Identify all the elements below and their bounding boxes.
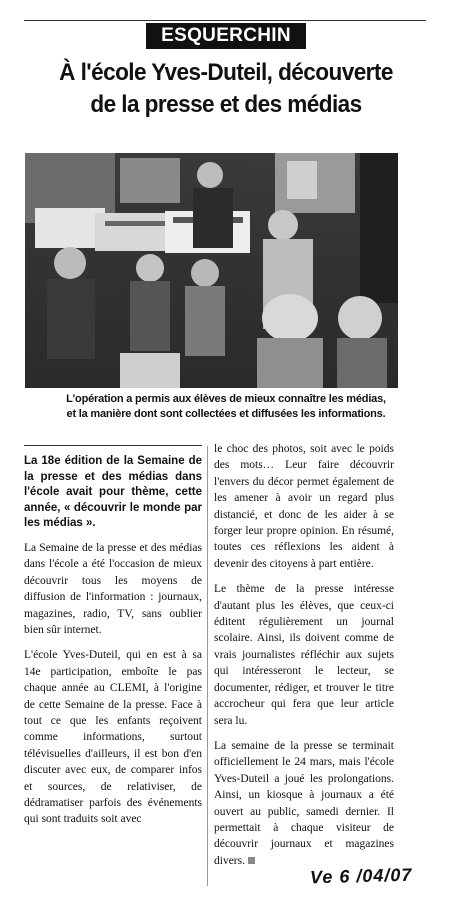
article-paragraph-2: L'école Yves-Duteil, qui en est à sa 14e participation, emboîte le pas chaque année au CLEMI, à l'origine de cette Semaine de la presse. Face à tout ce que les enfants reçoivent comme informations, surtout télévisuelles d'ailleurs, il est bon d'en discuter avec eux, de comparer infos et sources, de relativiser, de dédramatiser parfois des événements qui sont traduits soit avec [24, 649, 202, 826]
kicker-label: ESQUERCHIN [146, 23, 306, 49]
intro-rule [24, 445, 202, 446]
column-divider [207, 446, 208, 886]
article-column-left [24, 454, 202, 837]
article-paragraph-3: le choc des photos, soit avec le poids des mots… Leur faire découvrir l'envers du décor permet également de les amener à avoir un regard plus distancié, et donc de les aider à se forger leur propre opinion. En résumé, toutes ces réflexions les aident à devenir des citoyens à part entière. [214, 443, 394, 570]
end-of-article-icon [248, 857, 255, 864]
article-paragraph-4: Le thème de la presse intéresse d'autant plus les élèves, que ceux-ci éditent régulièrement un journal scolaire. Ainsi, ils doivent comme de vrais journalistes réfléchir aux sujets qui intéresseront le lecteur, se documenter, rédiger, et trouver le titre accrocheur qui fera que leur article sera lu. [214, 583, 394, 727]
top-rule [24, 20, 426, 21]
article-paragraph-5-text: La semaine de la presse se terminait officiellement le 24 mars, mais l'école Yves-Duteil a joué les prolongations. Ainsi, un kiosque à journaux a été ouvert au public, samedi dernier. Il permettait à chaque visiteur de découvrir journaux et magazines divers. [214, 739, 394, 867]
article-lead: La 18e édition de la Semaine de la presse et des médias dans l'école avait pour thème, cette année, « découvrir le monde par les médias ». [24, 455, 202, 530]
article-paragraph-1: La Semaine de la presse et des médias dans l'école a été l'occasion de mieux découvrir tous les moyens de diffusion de l'information : journaux, magazines, radio, TV, sans oublier bien sûr internet. [24, 541, 202, 636]
caption-line-2: et la manière dont sont collectées et diffusées les informations. [66, 408, 386, 420]
handwritten-date: Ve 6 /04/07 [309, 864, 413, 888]
article-photo [25, 153, 398, 388]
headline [34, 57, 418, 121]
article-column-right [214, 441, 394, 878]
classroom-photo-image [25, 153, 398, 388]
headline-line-2: de la presse et des médias [90, 91, 362, 118]
headline-line-1: À l'école Yves-Duteil, découverte [59, 59, 393, 86]
photo-caption [22, 392, 430, 422]
caption-line-1: L'opération a permis aux élèves de mieux connaître les médias, [66, 393, 386, 405]
article-paragraph-5 [214, 738, 394, 869]
